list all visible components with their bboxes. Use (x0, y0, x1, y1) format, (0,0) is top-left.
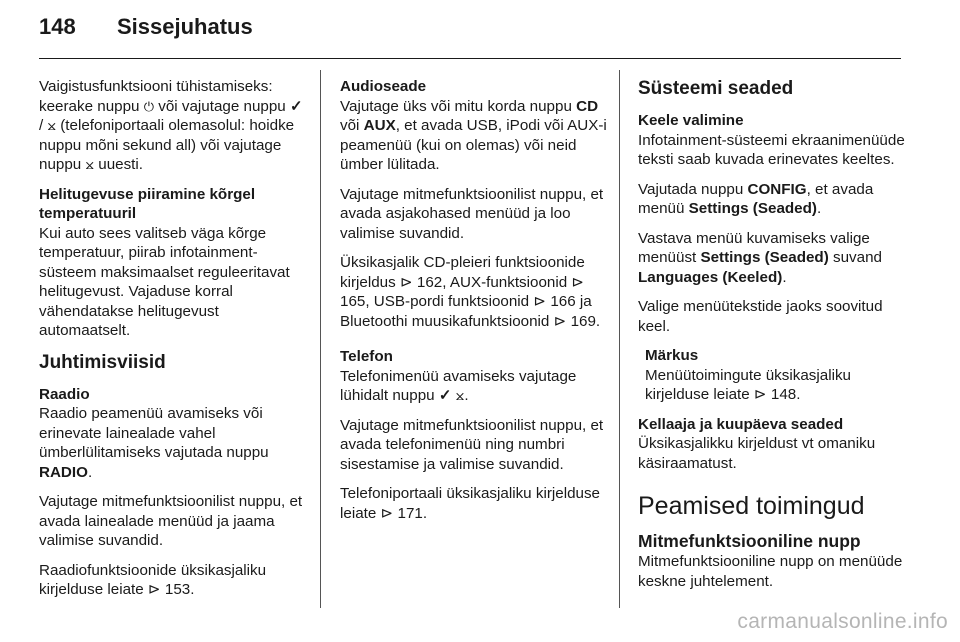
controls-heading: Juhtimisviisid (39, 351, 166, 373)
audio-body-2: Vajutage mitmefunktsioonilist nuppu, et avada asjakohased menüüd ja loo valimise suvandid. (340, 185, 604, 242)
column-divider-2 (619, 70, 620, 608)
phone-ref: Telefoniportaali üksikasjaliku kirjelduse leiate ⊳ 171. (340, 485, 601, 522)
reference-arrow-icon: ⊳ (380, 504, 394, 522)
heat-limit-title: Helitugevuse piiramine kõrgel temperatuuril (39, 185, 256, 222)
unmute-paragraph: Vaigistusfunktsiooni tühistamiseks: keerake nuppu ⏻ või vajutage nuppu ✓ / ⨲ (telefoniportaali olemasolul: hoidke nuppu mõni sekund all) või vajutage nuppu ⨲ uuesti. (39, 78, 303, 173)
system-settings-heading: Süsteemi seaded (638, 78, 794, 99)
note-body: Menüütoimingute üksikasjaliku kirjelduse leiate ⊳ 148. (645, 366, 851, 403)
radio-body-2: Vajutage mitmefunktsioonilist nuppu, et avada lainealade menüüd ja jaama valimise suvandid. (39, 493, 303, 549)
note-title: Märkus (645, 347, 699, 364)
column-3 (638, 77, 906, 601)
phone-body-2: Vajutage mitmefunktsioonilist nuppu, et avada telefonimenüü ning numbri sisestamise ja valimise suvandid. (340, 416, 604, 473)
heat-limit-body: Kui auto sees valitseb väga kõrge temperatuur, piirab infotainment-süsteem maksimaalset reguleeritavat helitugevust. Vajaduse korral vähendatakse helitugevust automaatselt. (39, 224, 290, 339)
language-body-4: Valige menüütekstide jaoks soovitud keel. (638, 298, 883, 335)
settings-menu-name: Settings (Seaded) (700, 249, 829, 266)
reference-arrow-icon: ⊳ (533, 293, 547, 310)
phone-icon: ✓ (289, 97, 303, 115)
page-number: 148 (39, 14, 76, 39)
chapter-title: Sissejuhatus (117, 14, 253, 39)
phone-icon: ✓ (438, 387, 452, 404)
multifunction-knob-heading: Mitmefunktsiooniline nupp (638, 531, 861, 551)
aux-key: AUX (363, 117, 396, 134)
cd-key: CD (576, 97, 599, 115)
language-body-2: Vajutada nuppu CONFIG, et avada menüü Settings (Seaded). (638, 180, 874, 217)
column-divider-1 (320, 70, 321, 608)
radio-body: Raadio peamenüü avamiseks või erinevate lainealade vahel ümberlülitamiseks vajutada nuppu RADIO. (39, 405, 269, 481)
phone-body: Telefonimenüü avamiseks vajutage lühidalt nuppu ✓ ⨲. (340, 367, 577, 404)
audio-refs: Üksikasjalik CD-pleieri funktsioonide kirjeldus ⊳ 162, AUX-funktsioonid ⊳ 165, USB-pordi funktsioonid ⊳ 166 ja Bluetoothi muusikafunktsioonid ⊳ 169. (340, 254, 601, 330)
phone-mute-icon: ⨲ (85, 156, 95, 173)
note-box (638, 346, 906, 405)
clock-title: Kellaaja ja kuupäeva seaded (638, 415, 844, 433)
multifunction-knob-body: Mitmefunktsiooniline nupp on menüüde keskne juhtelement. (638, 553, 903, 590)
audio-title: Audioseade (340, 78, 427, 95)
reference-arrow-icon: ⊳ (553, 312, 567, 330)
main-operations-heading: Peamised toimingud (638, 492, 865, 520)
language-body-3: Vastava menüü kuvamiseks valige menüüst Settings (Seaded) suvand Languages (Keeled). (638, 229, 882, 286)
radio-title: Raadio (39, 385, 90, 403)
phone-mute-icon: ⨲ (47, 117, 57, 134)
reference-arrow-icon: ⊳ (571, 273, 585, 291)
language-title: Keele valimine (638, 112, 744, 129)
radio-key: RADIO (39, 463, 88, 481)
settings-menu-name: Settings (Seaded) (688, 200, 817, 217)
audio-body: Vajutage üks või mitu korda nuppu CD või AUX, et avada USB, iPodi või AUX-i peamenüü (kui on olemas) või neid ümber lülitada. (340, 97, 607, 173)
reference-arrow-icon: ⊳ (147, 581, 161, 598)
column-1 (39, 77, 307, 610)
page-header (39, 14, 901, 59)
watermark: carmanualsonline.info (737, 610, 948, 633)
radio-ref: Raadiofunktsioonide üksikasjaliku kirjelduse leiate ⊳ 153. (39, 561, 267, 598)
phone-title: Telefon (340, 348, 393, 365)
reference-arrow-icon: ⊳ (399, 273, 413, 291)
reference-arrow-icon: ⊳ (753, 386, 767, 403)
languages-option-name: Languages (Keeled) (638, 268, 783, 286)
phone-mute-icon: ⨲ (455, 387, 465, 404)
power-icon: ⏻ (143, 98, 155, 114)
language-body-1: Infotainment-süsteemi ekraanimenüüde teksti saab kuvada erinevates keeltes. (638, 131, 905, 168)
config-key: CONFIG (747, 180, 807, 198)
clock-body: Üksikasjalikku kirjeldust vt omaniku käsiraamatust. (638, 435, 876, 472)
column-2 (340, 77, 608, 533)
